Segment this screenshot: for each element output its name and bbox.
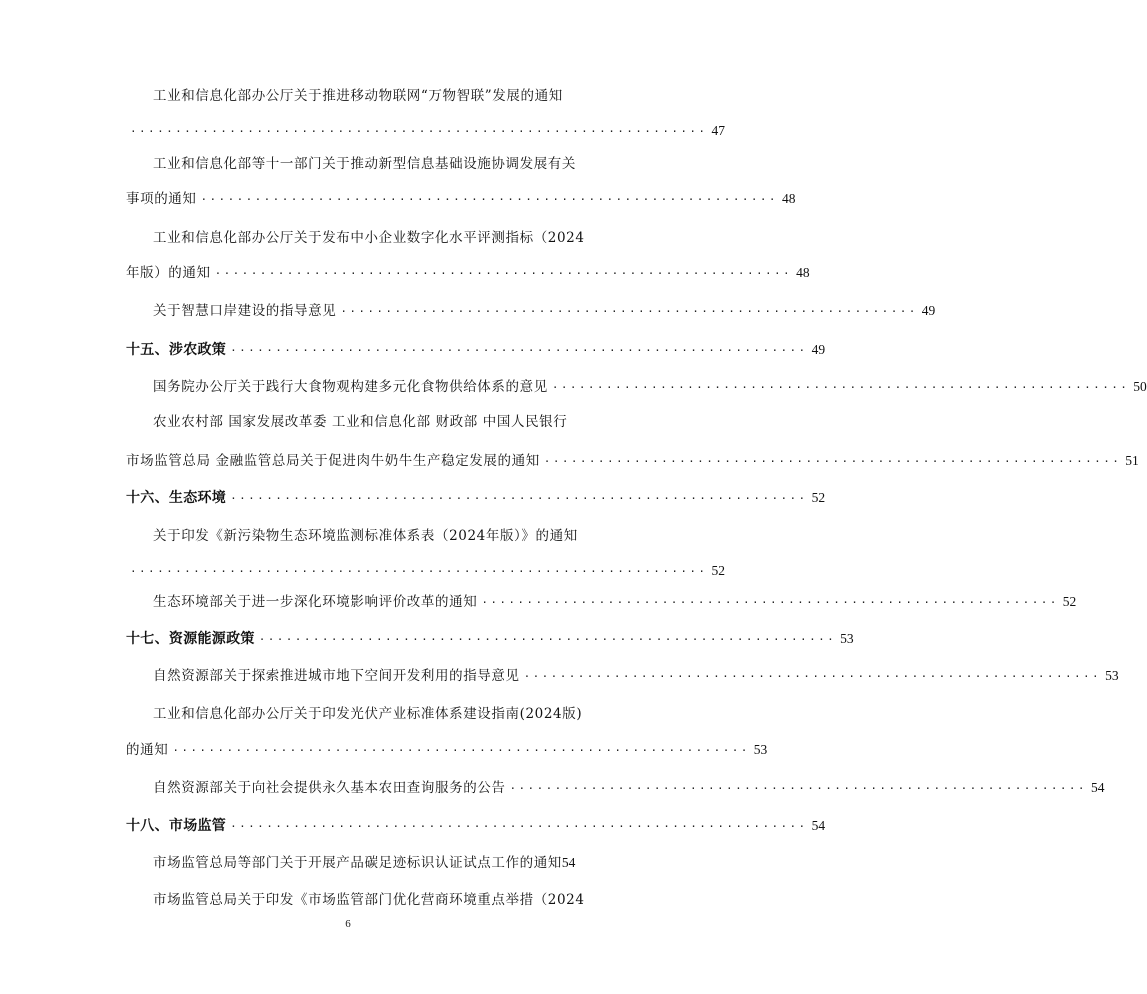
toc-line[interactable]: 生态环境部关于进一步深化环境影响评价改革的通知 ································································ 52 (126, 591, 598, 613)
toc-line[interactable]: 市场监管总局 金融监管总局关于促进肉牛奶牛生产稳定发展的通知 ································································ 51 (126, 450, 598, 472)
toc-section-heading[interactable]: 十七、资源能源政策 ································································ 53 (126, 628, 598, 650)
page-ref: 54 (561, 855, 576, 870)
page-ref: 54 (811, 818, 826, 833)
toc-section-heading[interactable]: 十五、涉农政策 ································································ 49 (126, 339, 598, 361)
dot-leader: ································································ (258, 633, 837, 646)
page-ref: 52 (711, 563, 725, 578)
page-ref: 52 (1062, 594, 1077, 609)
toc-line: 工业和信息化部办公厅关于推进移动物联网“万物智联”发展的通知 (153, 88, 563, 104)
page-ref: 52 (811, 490, 826, 505)
toc-line[interactable] (126, 120, 725, 142)
dot-leader: ································································ (481, 596, 1059, 609)
toc-line: 工业和信息化部等十一部门关于推动新型信息基础设施协调发展有关 (153, 156, 576, 172)
toc-line[interactable]: 自然资源部关于向社会提供永久基本农田查询服务的公告 ································································ 54 (126, 777, 598, 799)
toc-line: 农业农村部 国家发展改革委 工业和信息化部 财政部 中国人民银行 (153, 414, 568, 430)
dot-leader: ································································ (130, 565, 708, 578)
toc-line[interactable]: 关于智慧口岸建设的指导意见 ································································ 49 (126, 300, 598, 322)
dot-leader: ································································ (523, 670, 1102, 683)
toc-section-heading[interactable]: 十八、市场监管 ································································ 54 (126, 815, 598, 837)
page-ref: 49 (921, 303, 936, 318)
page-ref: 48 (781, 191, 796, 206)
toc-section-heading[interactable]: 十六、生态环境 ································································ 52 (126, 487, 598, 509)
dot-leader: ································································ (230, 492, 808, 505)
toc-line: 关于印发《新污染物生态环境监测标准体系表（2024年版）》的通知 (153, 528, 578, 544)
toc-line[interactable]: 自然资源部关于探索推进城市地下空间开发利用的指导意见 ································································ 53 (126, 665, 598, 687)
page-ref: 48 (796, 265, 810, 280)
toc-line: 工业和信息化部办公厅关于发布中小企业数字化水平评测指标（2024 (153, 230, 585, 246)
dot-leader: ································································ (509, 782, 1087, 795)
dot-leader: ································································ (214, 267, 793, 280)
dot-leader: ································································ (543, 455, 1122, 468)
toc-line[interactable]: 事项的通知 ································································ 48 (126, 188, 598, 210)
page-ref: 53 (840, 631, 854, 646)
page-ref: 53 (1105, 668, 1119, 683)
toc-line: 工业和信息化部办公厅关于印发光伏产业标准体系建设指南(2024版) (153, 706, 583, 722)
page-ref: 47 (711, 123, 725, 138)
page-ref: 54 (1090, 780, 1105, 795)
dot-leader: ································································ (200, 193, 778, 206)
toc-line[interactable]: 市场监管总局等部门关于开展产品碳足迹标识认证试点工作的通知 54 (126, 852, 598, 874)
page-ref: 49 (811, 342, 826, 357)
toc-line[interactable]: 国务院办公厅关于践行大食物观构建多元化食物供给体系的意见 ································································ 50 (126, 376, 598, 398)
dot-leader: ································································ (551, 381, 1130, 394)
toc-line[interactable]: 年版）的通知 ································································ 48 (126, 262, 598, 284)
dot-leader: ································································ (230, 344, 808, 357)
dot-leader: ································································ (172, 744, 750, 757)
page-ref: 51 (1125, 453, 1139, 468)
page-ref: 53 (753, 742, 768, 757)
toc-line[interactable]: 的通知 ································································ 53 (126, 739, 598, 761)
toc-line: 市场监管总局关于印发《市场监管部门优化营商环境重点举措（2024 (153, 892, 585, 908)
page-number: 6 (345, 918, 351, 930)
page-ref: 50 (1133, 379, 1147, 394)
dot-leader: ································································ (130, 125, 708, 138)
dot-leader: ································································ (230, 820, 808, 833)
toc-line[interactable] (126, 560, 725, 582)
dot-leader: ································································ (340, 305, 918, 318)
